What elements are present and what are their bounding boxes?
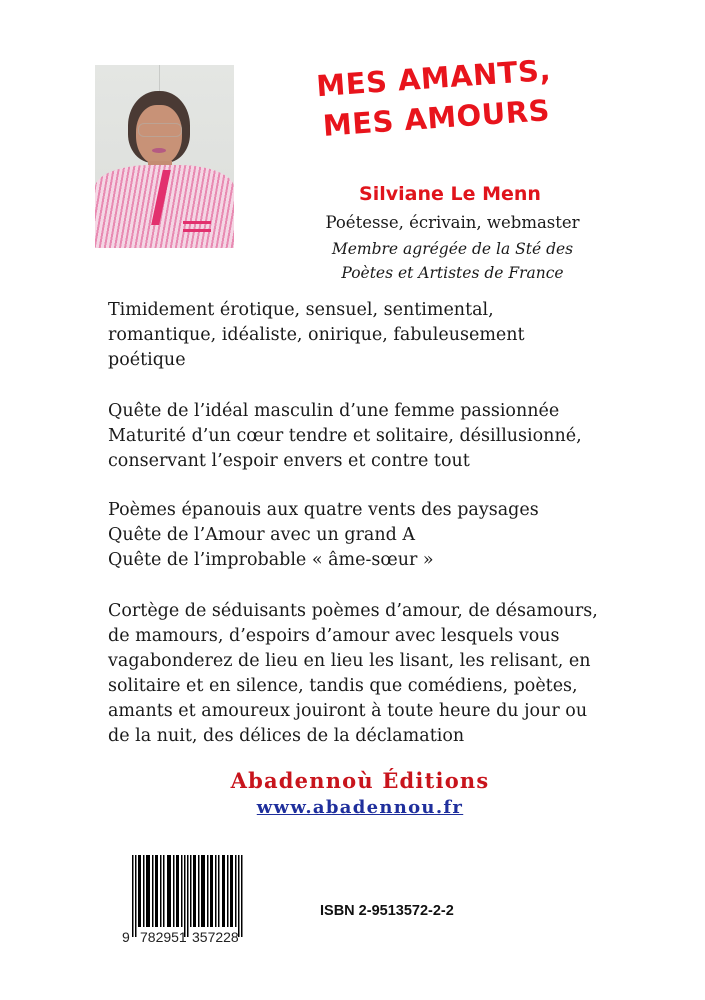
blurb-paragraph-1 [108, 298, 628, 373]
blurb-line: amants et amoureux jouiront à toute heure du jour ou [108, 701, 588, 721]
blurb-line: Quête de l’Amour avec un grand A [108, 525, 415, 545]
title-line-1: MES AMANTS, [315, 52, 552, 104]
title-line-2: MES AMOURS [321, 93, 551, 143]
photo-glasses [138, 123, 182, 137]
author-photo [95, 65, 234, 248]
blurb-line: Quête de l’idéal masculin d’une femme passionnée [108, 401, 560, 421]
book-title [288, 48, 583, 148]
blurb-line: de mamours, d’espoirs d’amour avec lesquels vous [108, 626, 560, 646]
blurb-line: poétique [108, 350, 186, 370]
barcode-digits-left: 782951 [140, 929, 187, 945]
blurb-line: Timidement érotique, sensuel, sentimental, [108, 300, 494, 320]
photo-pocket-stripe [183, 221, 211, 224]
barcode-digit-first: 9 [122, 929, 130, 945]
blurb-line: romantique, idéaliste, onirique, fabuleusement [108, 325, 525, 345]
blurb-line: vagabonderez de lieu en lieu les lisant, les relisant, en [108, 651, 591, 671]
barcode-digits-right: 357228 [192, 929, 239, 945]
author-name: Silviane Le Menn [359, 183, 541, 205]
blurb-line: Maturité d’un cœur tendre et solitaire, désillusionné, [108, 426, 582, 446]
blurb-paragraph-2 [108, 399, 628, 474]
blurb-paragraph-4 [108, 599, 628, 749]
publisher-name: Abadennoù Éditions [230, 768, 490, 793]
blurb-line: Cortège de séduisants poèmes d’amour, de désamours, [108, 601, 598, 621]
isbn-number: ISBN 2-9513572-2-2 [320, 903, 454, 919]
publisher-website-link[interactable]: www.abadennou.fr [256, 797, 464, 818]
blurb-line: Quête de l’improbable « âme-sœur » [108, 550, 434, 570]
barcode [122, 855, 257, 945]
membership-line-2: Poètes et Artistes de France [341, 264, 564, 282]
blurb-line: conservant l’espoir envers et contre tout [108, 451, 470, 471]
author-role: Poétesse, écrivain, webmaster [325, 213, 580, 232]
blurb-line: solitaire et en silence, tandis que comédiens, poètes, [108, 676, 578, 696]
author-membership [300, 237, 605, 285]
blurb-line: Poèmes épanouis aux quatre vents des paysages [108, 500, 539, 520]
blurb-line: de la nuit, des délices de la déclamation [108, 726, 465, 746]
membership-line-1: Membre agrégée de la Sté des [331, 240, 574, 258]
blurb-paragraph-3 [108, 498, 628, 573]
photo-lips [152, 148, 166, 153]
photo-pocket-stripe [183, 229, 211, 232]
